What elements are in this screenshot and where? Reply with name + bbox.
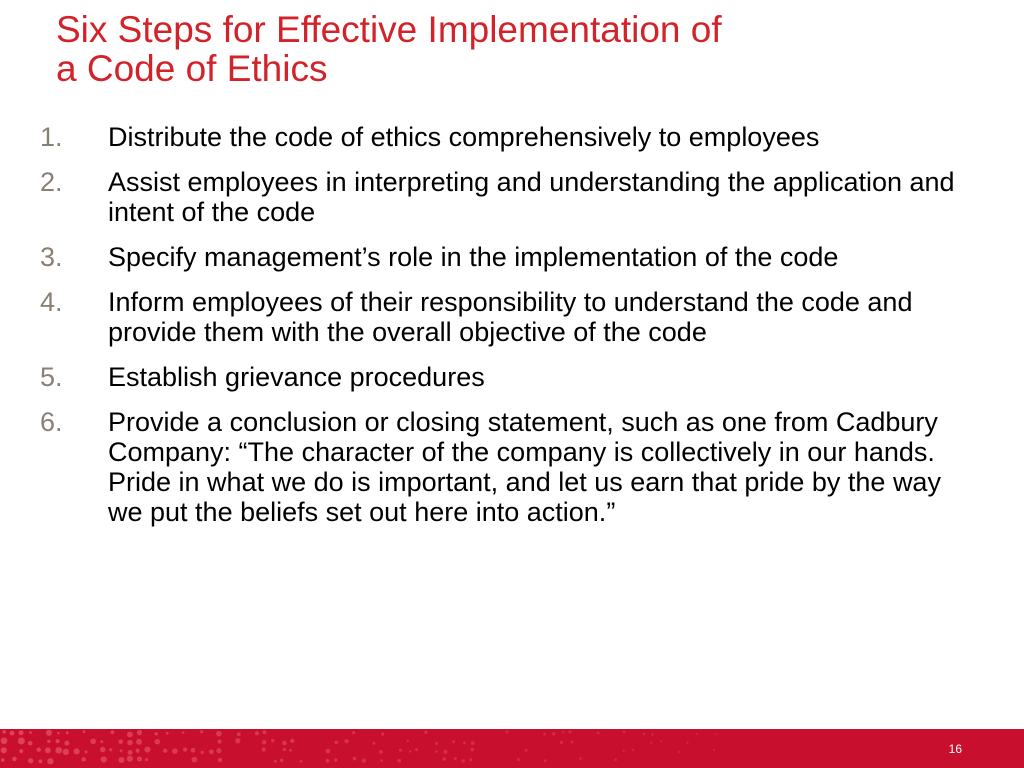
slide-title-line-2: a Code of Ethics [56,48,328,89]
page-number: 16 [948,742,962,756]
slide-title-line-1: Six Steps for Effective Implementation of [56,9,722,50]
footer-bar [0,729,1024,768]
step-text: Distribute the code of ethics comprehensively to employees [108,122,820,152]
step-text: Provide a conclusion or closing statement, such as one from Cadbury Company: “The character of the company is collectively in our hands. Pride in what we do is important, and let us earn that pride by the way we put the beliefs set out here into action.” [108,407,941,527]
step-number: 6. [40,407,63,437]
step-number: 1. [40,122,63,152]
slide-title [56,10,956,88]
step-item [40,242,980,272]
step-item [40,362,980,392]
step-item [40,122,980,152]
step-number: 5. [40,362,63,392]
footer-dot-pattern [0,729,1024,768]
step-item [40,287,980,347]
step-text: Assist employees in interpreting and understanding the application and intent of the code [108,167,955,227]
step-number: 3. [40,242,63,272]
step-text: Inform employees of their responsibility to understand the code and provide them with the overall objective of the code [108,287,913,347]
step-item [40,407,980,527]
step-item [40,167,980,227]
step-text: Specify management’s role in the implementation of the code [108,242,839,272]
step-number: 4. [40,287,63,317]
steps-list [40,122,980,542]
step-text: Establish grievance procedures [108,362,485,392]
step-number: 2. [40,167,63,197]
